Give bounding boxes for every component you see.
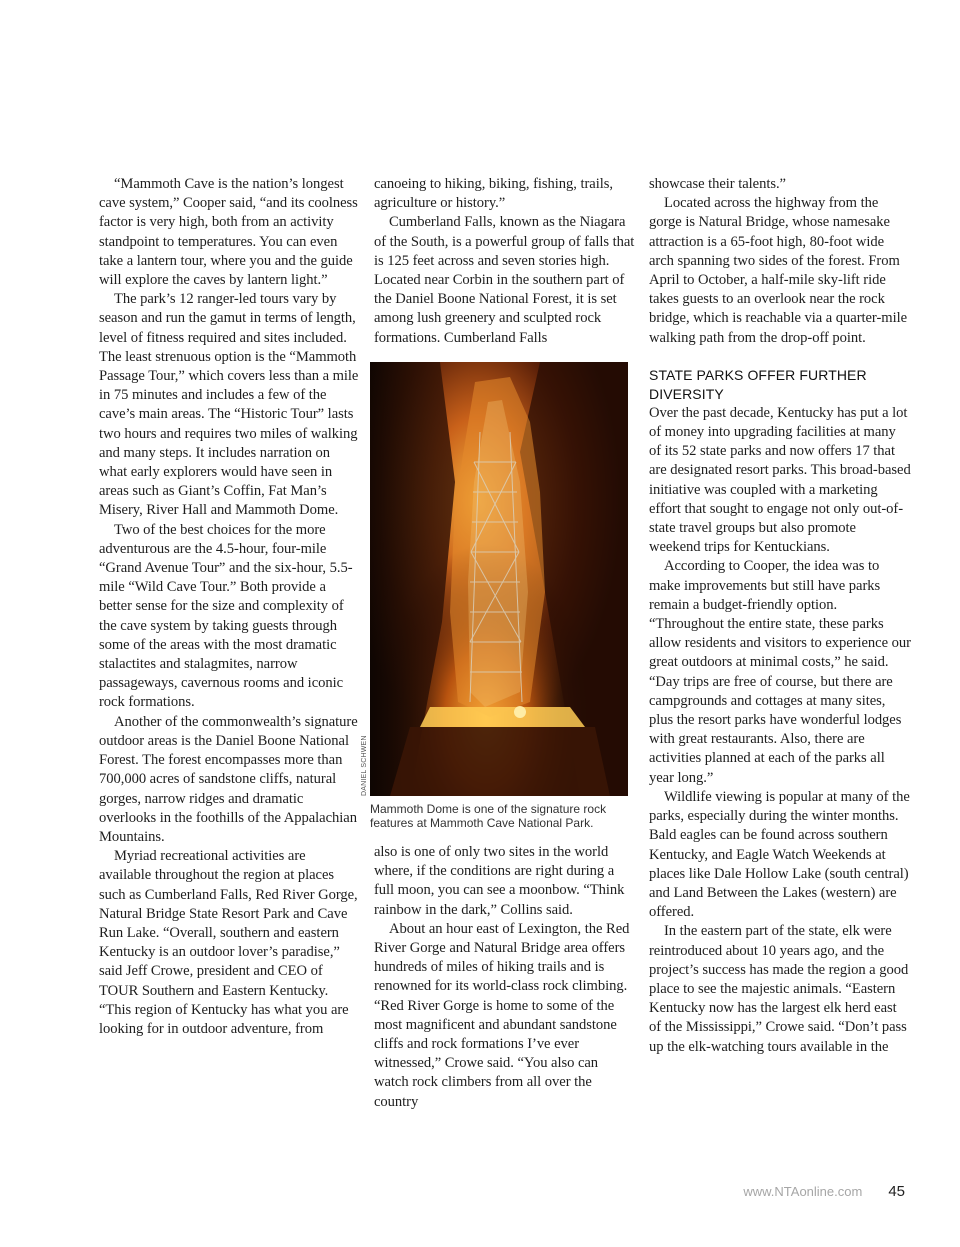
body-paragraph: In the eastern part of the state, elk were reintroduced about 10 years ago, and the project’s success has made the region a good place to see the majestic animals. “Eastern Kentucky now has the largest elk herd east of the Mississippi,” Crowe said. “Don’t pass up the elk-watching tours available in the — [649, 923, 909, 1055]
section-heading-line: DIVERSITY — [649, 385, 724, 402]
article-column-3 — [649, 175, 911, 1057]
photo-credit: DANIEL SCHWEN — [361, 735, 368, 796]
body-paragraph: Wildlife viewing is popular at many of the parks, especially during the winter months. Bald eagles can be found across southern Kentucky, and Eagle Watch Weekends at places like Dale Hollow Lake (south central) and Land Between the Lakes (western) are offered. — [649, 788, 910, 921]
body-paragraph: showcase their talents.” — [649, 176, 786, 192]
body-paragraph: Another of the commonwealth’s signature outdoor areas is the Daniel Boone National Forest. The forest encompasses more than 700,000 acres of sandstone cliffs, natural gorges, narrow ridges and dramatic overlooks in the foothills of the Appalachian Mountains. — [99, 713, 358, 845]
article-column-2 — [361, 175, 636, 1112]
body-paragraph: According to Cooper, the idea was to make improvements but still have parks remain a budget-friendly option. “Throughout the entire state, these parks allow residents and visitors to experience our great outdoors at minimal costs,” he said. “Day trips are free of course, but there are campgrounds and cottages at many sites, plus the resort parks have wonderful lodges with great restaurants. Also, there are activities planned at each of the parks all year long.” — [649, 558, 911, 786]
body-paragraph: Over the past decade, Kentucky has put a lot of money into upgrading facilities at many of its 52 state parks and now offers 17 that are designated resort parks. This broad-based initiative was coupled with a marketing effort that sought to engage not only out-of-state travel groups but also promote weekend trips for Kentuckians. — [649, 404, 911, 556]
photo-figure — [361, 362, 632, 831]
body-paragraph: About an hour east of Lexington, the Red River Gorge and Natural Bridge area offers hundreds of miles of hiking trails and is renowned for its world-class rock climbing. “Red River Gorge is home to some of the most magnificent and abundant sandstone cliffs and rock formations I’ve ever witnessed,” Crowe said. “You also can watch rock climbers from all over the country — [374, 920, 630, 1110]
article-column-1 — [99, 175, 359, 1039]
photo-caption: Mammoth Dome is one of the signature rock features at Mammoth Cave National Park. — [370, 801, 607, 831]
body-paragraph: “Mammoth Cave is the nation’s longest cave system,” Cooper said, “and its coolness factor is very high, both from an activity standpoint to temperatures. You can even take a lantern tour, where you and the guide will explore the caves by lantern light.” — [99, 176, 358, 289]
body-paragraph: Myriad recreational activities are available throughout the region at places such as Cumberland Falls, Red River Gorge, Natural Bridge State Resort Park and Cave Run Lake. “Overall, southern and eastern Kentucky is an outdoor lover’s paradise,” said Jeff Crowe, president and CEO of TOUR Southern and Eastern Kentucky. “This region of Kentucky has what you are looking for in outdoor adventure, from — [99, 848, 358, 1037]
page-footer — [743, 1183, 905, 1200]
page-number: 45 — [888, 1183, 905, 1200]
body-paragraph: Located across the highway from the gorge is Natural Bridge, whose namesake attraction is a 65-foot high, 80-foot wide arch spanning two sides of the forest. From April to October, a half-mile sky-lift ride takes guests to an overlook near the rock bridge, which is reachable via a quarter-mile walking path from the drop-off point. — [649, 195, 908, 346]
body-paragraph: canoeing to hiking, biking, fishing, trails, agriculture or history.” — [374, 176, 613, 212]
section-heading-line: STATE PARKS OFFER FURTHER — [649, 366, 867, 383]
section-heading — [649, 366, 911, 404]
body-paragraph: Two of the best choices for the more adventurous are the 4.5-hour, four-mile “Grand Avenue Tour” and the six-hour, 5.5-mile “Wild Cave Tour.” Both provide a better sense for the size and complexity of the cave system by taking guests through some of the areas with the most dramatic stalactites and stalagmites, narrow passageways, cavernous rooms and iconic rock formations. — [99, 521, 353, 711]
mammoth-dome-photo — [370, 362, 628, 796]
body-paragraph: The park’s 12 ranger-led tours vary by season and run the gamut in terms of length, level of fitness required and sites included. The least strenuous option is the “Mammoth Passage Tour,” which covers less than a mile in 75 minutes and includes a few of the cave’s main areas. The “Historic Tour” lasts two hours and requires two miles of walking and many steps. It includes narration on what early explorers would have seen in areas such as Giant’s Coffin, Fat Man’s Misery, River Hall and Mammoth Dome. — [99, 291, 359, 519]
body-paragraph: also is one of only two sites in the world where, if the conditions are right during a full moon, you can see a moonbow. “Think rainbow in the dark,” Collins said. — [374, 844, 625, 918]
body-paragraph: Cumberland Falls, known as the Niagara of the South, is a powerful group of falls that is 125 feet across and seven stories high. Located near Corbin in the southern part of the Daniel Boone National Forest, it is set among lush greenery and sculpted rock formations. Cumberland Falls — [374, 214, 635, 346]
website-url[interactable]: www.NTAonline.com — [743, 1184, 863, 1199]
